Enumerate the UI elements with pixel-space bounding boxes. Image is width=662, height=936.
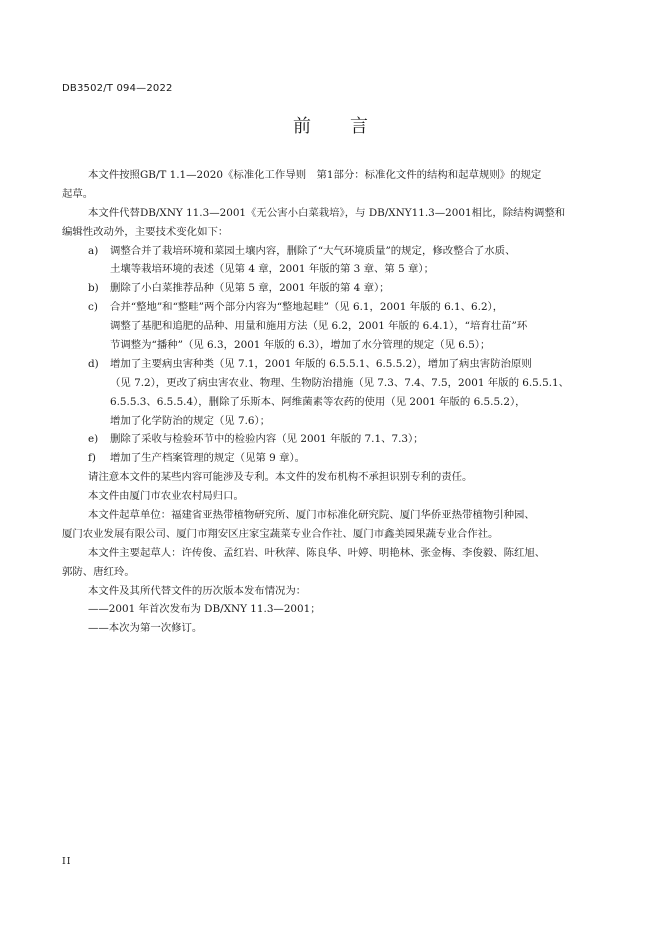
proposer-statement: 本文件由厦门市农业农村局归口。 [88,490,244,503]
drafting-units: 本文件起草单位：福建省亚热带植物研究所、厦门市标准化研究院、厦门华侨亚热带植物引种园、 [88,509,535,522]
list-item-text: 增加了主要病虫害种类（见 7.1，2001 年版的 6.5.5.1、6.5.5.2），增加了病虫害防治原则 [110,357,532,370]
list-item-text: 调整合并了栽培环境和菜园土壤内容，删除了“大气环境质量”的规定，修改整合了水质、 [110,244,516,257]
paragraph-line: 本文件代替DB/XNY 11.3—2001《无公害小白菜栽培》，与 DB/XNY11.3—2001相比，除结构调整和 [88,206,566,219]
list-marker: c) [88,301,98,314]
list-marker: a) [88,244,99,257]
page-title: 前 言 [293,116,369,137]
patent-notice: 请注意本文件的某些内容可能涉及专利。本文件的发布机构不承担识别专利的责任。 [88,471,473,484]
list-item-text: 删除了采收与检验环节中的检验内容（见 2001 年版的 7.1、7.3）； [110,433,424,446]
list-item-continuation: 节调整为“播种”（见 6.3，2001 年版的 6.3），增加了水分管理的规定（见 6.5）； [110,339,491,352]
drafters-continuation: 郭防、唐红玲。 [62,565,135,578]
drafting-units-continuation: 厦门农业发展有限公司、厦门市翔安区庄家宝蔬菜专业合作社、厦门市鑫美园果蔬专业合作社。 [62,527,499,540]
list-item-continuation: 调整了基肥和追肥的品种、用量和施用方法（见 6.2，2001 年版的 6.4.1），“培育壮苗”环 [110,320,528,333]
history-intro: 本文件及其所代替文件的历次版本发布情况为： [88,584,307,597]
list-marker: f) [88,452,96,465]
list-marker: d) [88,357,99,370]
list-item-continuation: 土壤等栽培环境的表述（见第 4 章，2001 年版的第 3 章、第 5 章）； [110,263,434,276]
history-item: ——2001 年首次发布为 DB/XNY 11.3—2001； [88,603,321,616]
list-item-text: 合并“整地”和“整畦”两个部分内容为“整地起畦”（见 6.1，2001 年版的 6.1、6.2）， [110,301,504,314]
paragraph-line: 本文件按照GB/T 1.1—2020《标准化工作导则 第1部分：标准化文件的结构和起草规则》的规定 [88,169,542,181]
list-item-continuation: （见 7.2），更改了病虫害农业、物理、生物防治措施（见 7.3、7.4、7.5，2001 年版的 6.5.5.1、 [110,376,570,389]
list-item [62,449,602,468]
paragraph-line: 编辑性改动外，主要技术变化如下： [62,225,229,238]
list-item-continuation: 6.5.5.3、6.5.5.4），删除了乐斯本、阿维菌素等农药的使用（见 2001 年版的 6.5.5.2）， [110,395,526,408]
history-item: ——本次为第一次修订。 [88,622,203,635]
list-item [62,430,602,449]
paragraph-line: 起草。 [62,187,94,200]
list-item [62,242,602,261]
page-number: II [62,856,72,867]
list-item [62,355,602,374]
list-item-text: 增加了生产档案管理的规定（见第 9 章）。 [110,452,306,465]
list-item-continuation: 增加了化学防治的规定（见 7.6）； [110,414,271,427]
list-item [62,279,602,298]
drafters: 本文件主要起草人：许传俊、孟红岩、叶秋萍、陈良华、叶婷、明艳林、张金梅、李俊毅、陈红旭、 [88,546,546,559]
foreword-body [62,166,602,638]
list-marker: b) [88,282,99,295]
document-code: DB3502/T 094—2022 [62,83,173,94]
list-marker: e) [88,433,99,446]
list-item-text: 删除了小白菜推荐品种（见第 5 章，2001 年版的第 4 章）； [110,282,390,295]
list-item [62,298,602,317]
